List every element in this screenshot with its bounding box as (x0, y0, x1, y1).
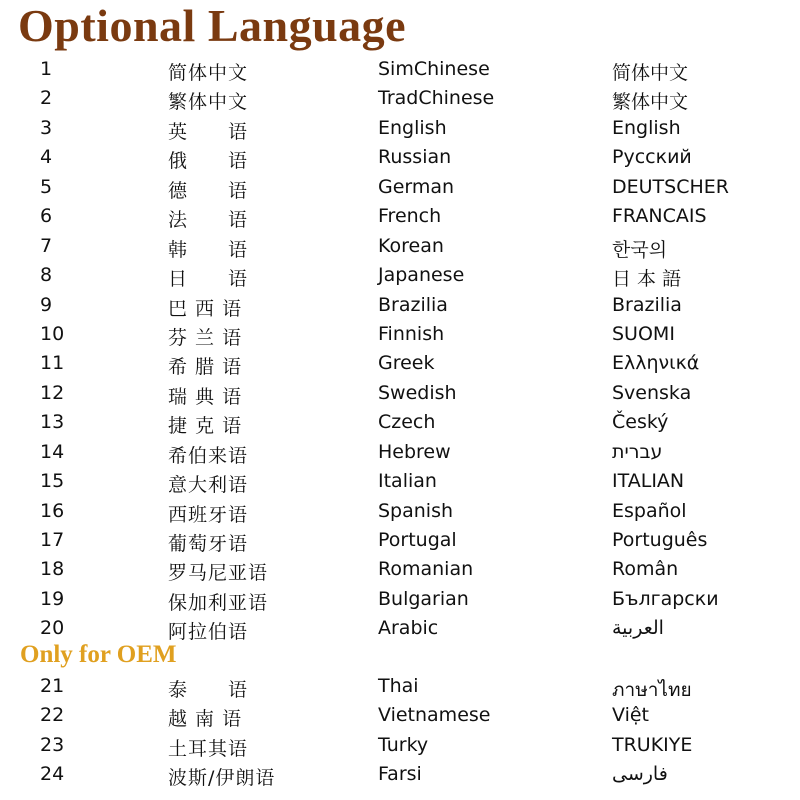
language-english-name: Portugal (378, 529, 457, 551)
language-native-name: English (612, 116, 681, 139)
language-row (0, 380, 800, 409)
language-row (0, 321, 800, 350)
language-chinese-name: 泰 语 (168, 679, 249, 701)
language-number: 2 (40, 87, 53, 110)
language-number: 5 (40, 175, 53, 198)
language-chinese-name: 韩 语 (168, 238, 249, 261)
language-english-name: Greek (378, 352, 435, 375)
language-number: 23 (40, 733, 65, 756)
language-english-name: Swedish (378, 381, 457, 404)
language-native-name: Português (612, 529, 708, 551)
language-english-name: Arabic (378, 617, 439, 640)
language-english-name: Hebrew (378, 440, 451, 463)
language-native-name: DEUTSCHER (612, 175, 729, 198)
oem-language-list (0, 673, 800, 791)
language-english-name: Czech (378, 411, 436, 434)
language-english-name: TradChinese (378, 87, 495, 110)
language-row (0, 527, 800, 556)
language-row (0, 203, 800, 232)
language-english-name: Thai (378, 675, 419, 697)
language-native-name: Español (612, 499, 687, 522)
language-row (0, 292, 800, 321)
language-chinese-name: 日 语 (168, 268, 249, 291)
language-chinese-name: 瑞 典 语 (168, 385, 243, 408)
language-chinese-name: 越 南 语 (168, 708, 243, 731)
language-english-name: French (378, 205, 442, 228)
language-native-name: Český (612, 411, 669, 434)
language-chinese-name: 西班牙语 (168, 503, 249, 526)
language-list (0, 56, 800, 645)
language-chinese-name: 繁体中文 (168, 91, 249, 114)
language-number: 1 (40, 58, 53, 80)
language-number: 7 (40, 234, 53, 257)
language-english-name: English (378, 116, 447, 139)
language-english-name: Vietnamese (378, 704, 491, 727)
language-number: 22 (40, 704, 65, 727)
language-english-name: German (378, 175, 455, 198)
language-number: 14 (40, 440, 65, 463)
language-native-name: Việt (612, 704, 649, 727)
language-number: 9 (40, 293, 53, 316)
language-english-name: Russian (378, 146, 452, 169)
language-row (0, 262, 800, 291)
language-english-name: Korean (378, 234, 444, 257)
language-native-name: Русский (612, 146, 692, 169)
language-english-name: Italian (378, 470, 437, 493)
language-number: 16 (40, 499, 65, 522)
language-number: 3 (40, 116, 53, 139)
language-native-name: FRANCAIS (612, 205, 707, 228)
language-number: 24 (40, 763, 65, 786)
language-number: 12 (40, 381, 65, 404)
language-chinese-name: 希伯来语 (168, 444, 249, 467)
language-row (0, 761, 800, 790)
language-chinese-name: 俄 语 (168, 150, 249, 173)
language-row (0, 233, 800, 262)
language-chinese-name: 希 腊 语 (168, 356, 243, 379)
language-english-name: Brazilia (378, 293, 448, 316)
language-native-name: العربية (612, 617, 664, 640)
language-row (0, 56, 800, 85)
language-chinese-name: 法 语 (168, 209, 249, 232)
language-native-name: ITALIAN (612, 470, 685, 493)
language-number: 8 (40, 264, 53, 287)
language-chinese-name: 波斯/伊朗语 (168, 767, 276, 790)
language-native-name: فارسی (612, 763, 668, 786)
language-native-name: Svenska (612, 381, 692, 404)
language-row (0, 732, 800, 761)
language-english-name: Romanian (378, 558, 474, 581)
language-row (0, 673, 800, 702)
language-chinese-name: 捷 克 语 (168, 415, 243, 438)
language-number: 21 (40, 675, 65, 697)
language-english-name: Bulgarian (378, 587, 469, 610)
language-number: 15 (40, 470, 65, 493)
language-native-name: 日 本 語 (612, 268, 682, 291)
page-title: Optional Language (18, 0, 407, 51)
language-row (0, 468, 800, 497)
language-number: 4 (40, 146, 53, 169)
language-chinese-name: 简体中文 (168, 62, 249, 84)
oem-section-label: Only for OEM (20, 641, 177, 668)
language-native-name: Român (612, 558, 679, 581)
language-chinese-name: 罗马尼亚语 (168, 562, 269, 585)
language-number: 10 (40, 322, 65, 345)
language-native-name: 한국의 (612, 238, 668, 261)
language-chinese-name: 巴 西 语 (168, 297, 243, 320)
language-native-name: Ελληνικά (612, 352, 700, 375)
language-chinese-name: 英 语 (168, 120, 249, 143)
language-number: 11 (40, 352, 65, 375)
language-row (0, 409, 800, 438)
language-chinese-name: 保加利亚语 (168, 591, 269, 614)
language-english-name: Japanese (378, 264, 465, 287)
language-number: 18 (40, 558, 65, 581)
language-number: 6 (40, 205, 53, 228)
language-english-name: Finnish (378, 322, 445, 345)
language-number: 19 (40, 587, 65, 610)
language-row (0, 174, 800, 203)
language-row (0, 439, 800, 468)
language-native-name: Български (612, 587, 719, 610)
language-native-name: עברית (612, 440, 663, 463)
language-english-name: Spanish (378, 499, 454, 522)
language-row (0, 498, 800, 527)
language-row (0, 115, 800, 144)
language-chinese-name: 土耳其语 (168, 737, 249, 760)
language-chinese-name: 芬 兰 语 (168, 326, 243, 349)
language-native-name: SUOMI (612, 322, 675, 345)
language-number: 17 (40, 529, 65, 551)
language-english-name: SimChinese (378, 58, 490, 80)
language-native-name: TRUKIYE (612, 733, 693, 756)
language-native-name: Brazilia (612, 293, 682, 316)
language-native-name: 简体中文 (612, 62, 689, 84)
language-number: 13 (40, 411, 65, 434)
language-row (0, 85, 800, 114)
language-row (0, 586, 800, 615)
language-row (0, 556, 800, 585)
language-chinese-name: 阿拉伯语 (168, 621, 249, 644)
language-chinese-name: 德 语 (168, 179, 249, 202)
language-native-name: ภาษาไทย (612, 679, 692, 701)
language-chinese-name: 意大利语 (168, 474, 249, 497)
language-row (0, 350, 800, 379)
language-native-name: 繁体中文 (612, 91, 689, 114)
language-row (0, 144, 800, 173)
language-english-name: Farsi (378, 763, 422, 786)
language-number: 20 (40, 617, 65, 640)
language-row (0, 702, 800, 731)
language-chinese-name: 葡萄牙语 (168, 533, 249, 555)
language-english-name: Turky (378, 733, 429, 756)
